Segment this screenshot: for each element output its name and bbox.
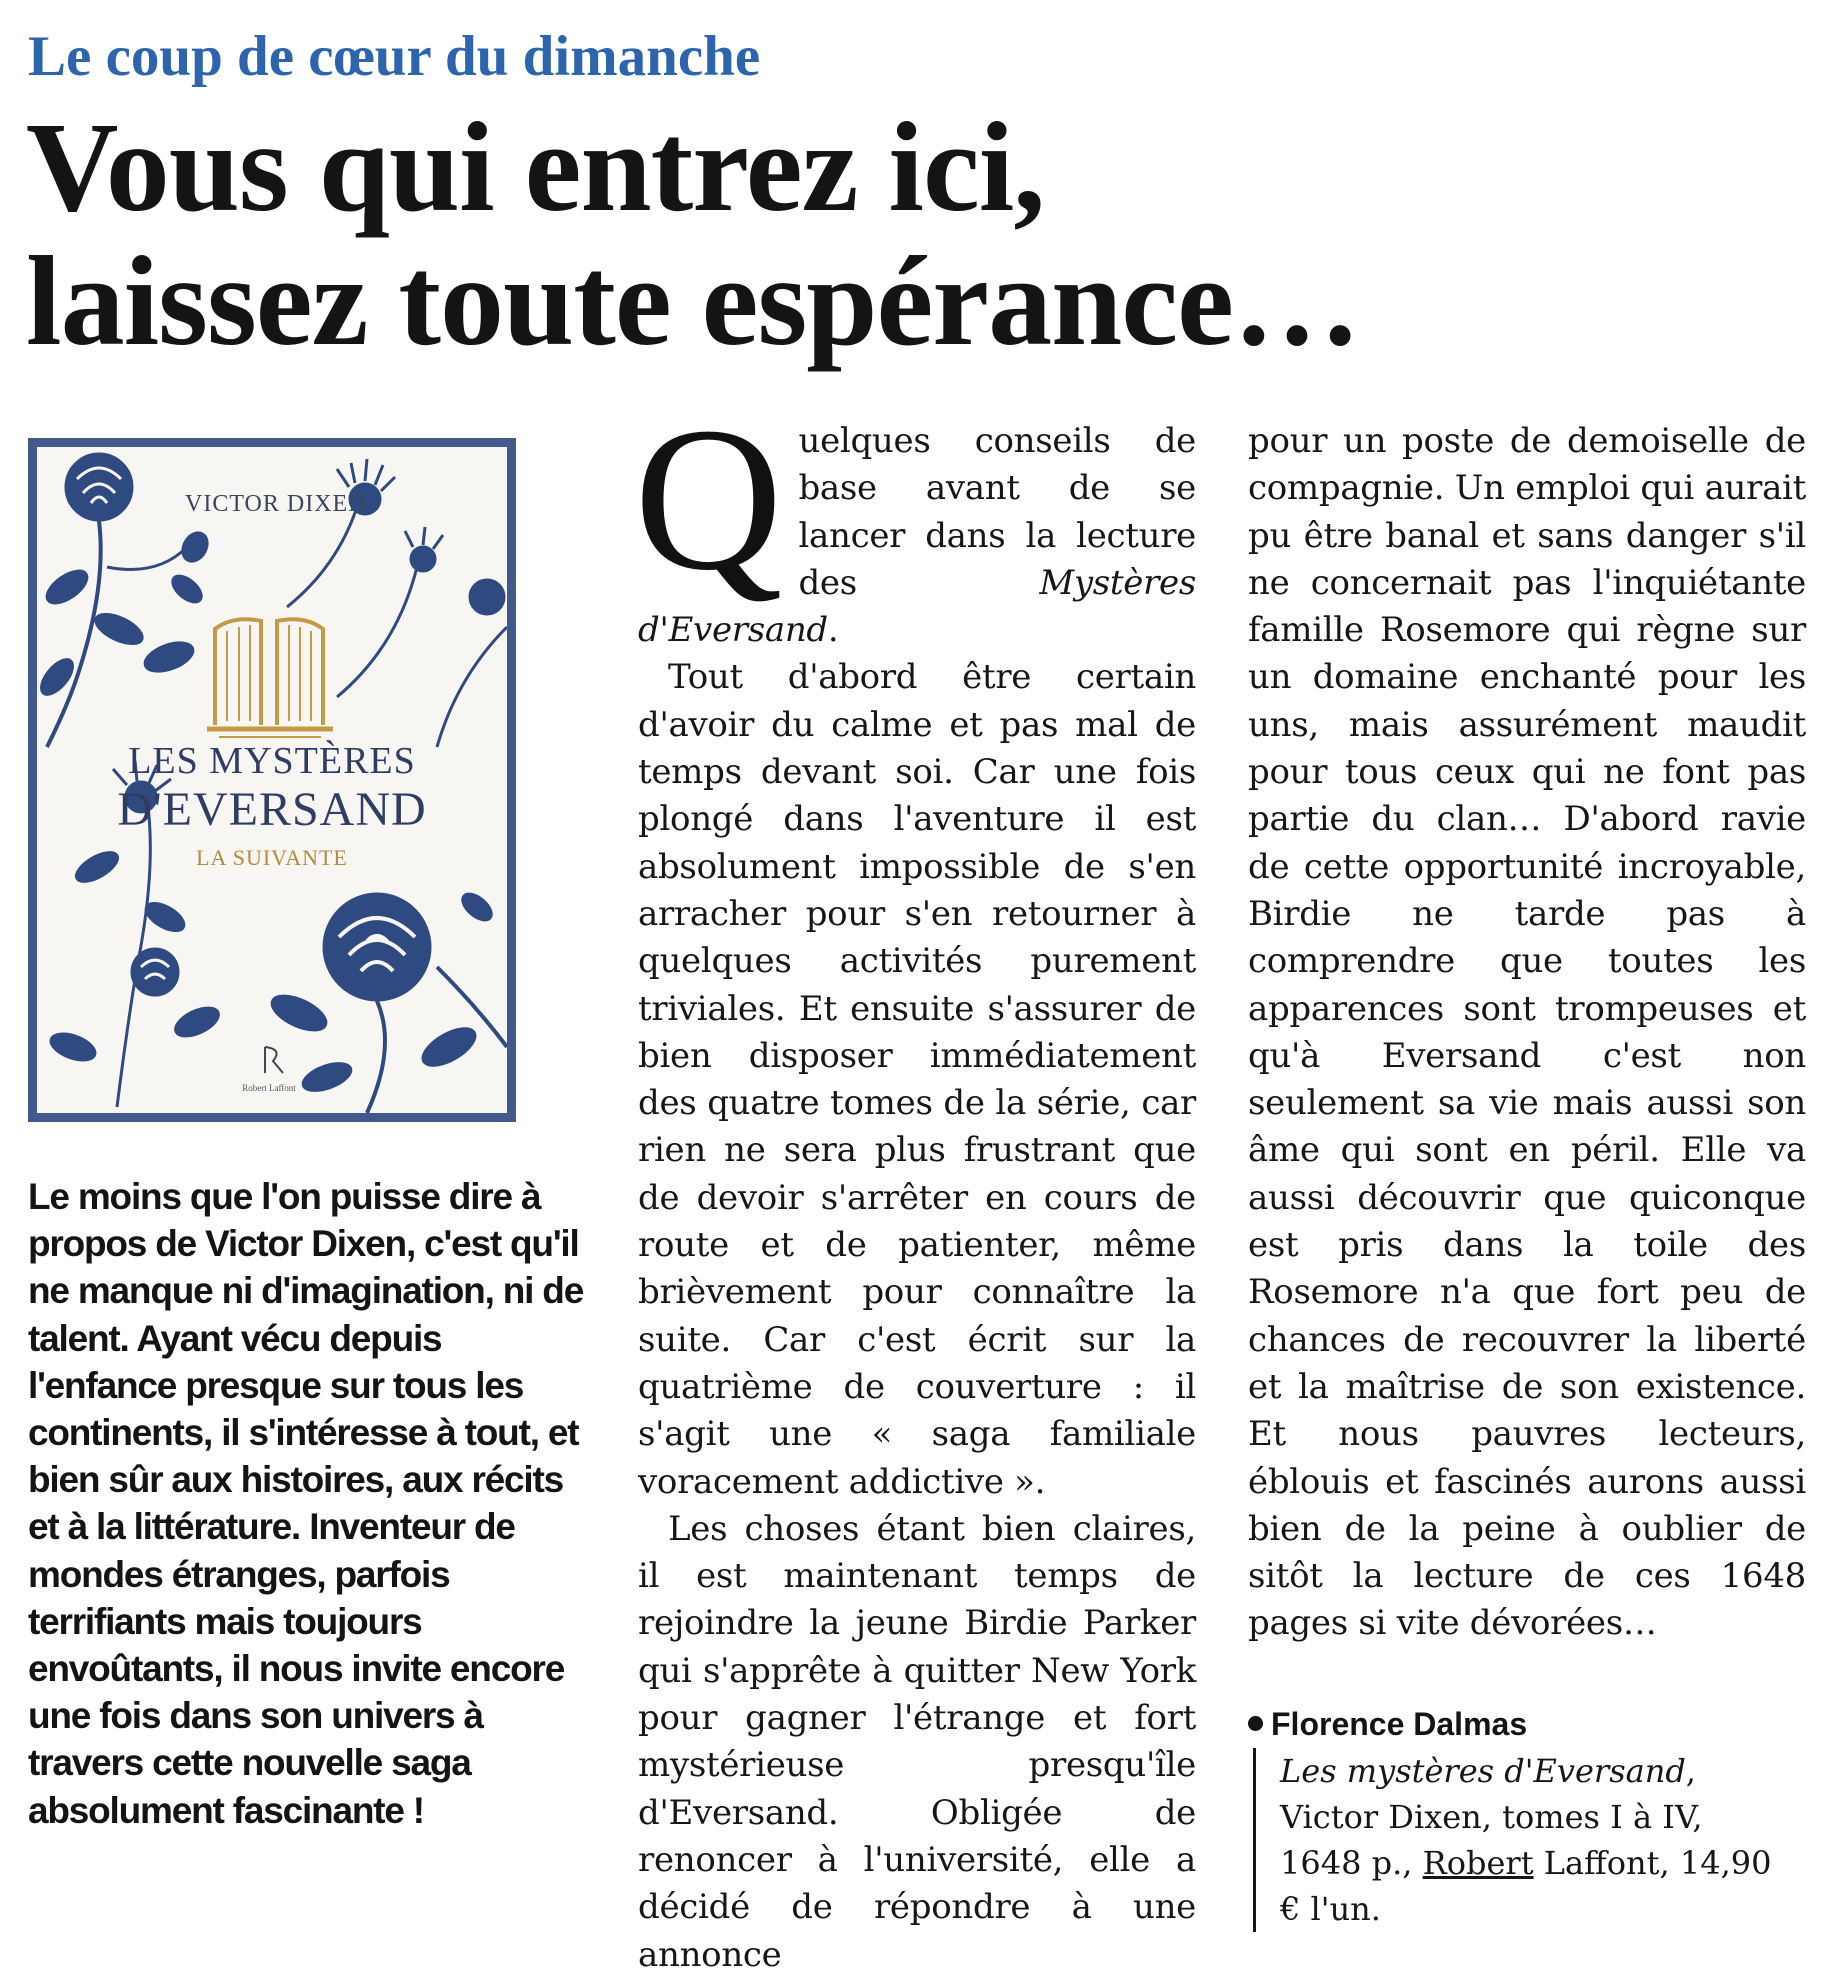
author-byline: [1248, 1706, 1527, 1743]
book-cover: [28, 438, 516, 1122]
cover-title-line-1: LES MYSTÈRES: [128, 740, 416, 782]
book-reference: [1253, 1748, 1793, 1932]
lead-paragraph: Le moins que l'on puisse dire à propos de Victor Dixen, c'est qu'il ne manque ni d'imagination, ni de talent. Ayant vécu depuis l'enfance presque sur tous les continents, il s'intéresse à tout, et bien sûr aux histoires, aux récits et à la littérature. Inventeur de mondes étranges, parfois terrifiants mais toujours envoûtants, il nous invite encore une fois dans son univers à travers cette nouvelle saga absolument fascinante !: [28, 1176, 584, 1831]
leaf-icon: [37, 563, 207, 701]
cover-subtitle: LA SUIVANTE: [196, 845, 348, 870]
article-paragraph-4: pour un poste de demoiselle de compagnie. Un emploi qui aurait pu être banal et sans danger s'il ne concernait pas l'inquiétante famille Rosemore qui règne sur un domaine enchanté pour les uns, mais assurément maudit pour tous ceux qui ne font pas partie du clan… D'abord ravie de cette opportunité incroyable, Birdie ne tarde pas à comprendre que toutes les apparences sont trompeuses et qu'à Eversand c'est non seulement sa vie mais aussi son âme qui sont en péril. Elle va aussi découvrir que quiconque est pris dans la toile des Rosemore n'a que fort peu de chances de recouvrer la liberté et la maîtrise de son existence. Et nous pauvres lecteurs, éblouis et fascinés aurons aussi bien de la peine à oublier de sitôt la lecture de ces 1648 pages si vite dévorées…: [1248, 421, 1806, 1644]
article-column-middle: [634, 384, 1196, 1979]
bookref-title: Les mystères d'Eversand: [1280, 1752, 1686, 1790]
drop-cap: Q: [634, 384, 783, 613]
bookref-details: , Victor Dixen, tomes I à IV, 1648 p.,: [1280, 1752, 1703, 1882]
cover-author: VICTOR DIXEN: [185, 491, 367, 517]
article-paragraph-2: Tout d'abord être certain d'avoir du calme et pas mal de temps devant soi. Car une fois plongé dans l'aventure il est absolument impossible de s'en arracher pour s'en retourner à quelques activités purement triviales. Et ensuite s'assurer de bien disposer immédiatement des quatre tomes de la série, car rien ne sera plus frustrant que de devoir s'arrêter en cours de route et de patienter, même brièvement pour connaître la suite. Car c'est écrit sur la quatrième de couverture : il s'agit une « saga familiale voracement addictive ».: [638, 657, 1196, 1502]
cover-title-line-2: D'EVERSAND: [117, 783, 427, 836]
cover-publisher: Robert Laffont: [242, 1083, 296, 1093]
headline-line-2: laissez toute espérance…: [26, 230, 1360, 372]
byline-name: Florence Dalmas: [1271, 1706, 1528, 1742]
gate-icon: [207, 619, 333, 737]
article-column-right: [1248, 418, 1806, 1648]
bookref-price: Laffont, 14,90 € l'un.: [1280, 1844, 1772, 1928]
paragraph-1-end: .: [827, 610, 839, 651]
article-paragraph-3: Les choses étant bien claires, il est maintenant temps de rejoindre la jeune Birdie Parker qui s'apprête à quitter New York pour gagner l'étrange et fort mystérieuse presqu'île d'Eversand. Obligée de renoncer à l'université, elle a décidé de répondre à une annonce: [638, 1508, 1196, 1975]
bullet-icon: [1248, 1716, 1263, 1731]
article-paragraph-1: [634, 384, 1196, 654]
paragraph-1-text: uelques conseils de base avant de se lancer dans la lecture des: [798, 421, 1196, 603]
headline: [26, 96, 1360, 372]
paragraph-1-book-title: Mystères d'Eversand: [638, 562, 1196, 651]
headline-line-1: Vous qui entrez ici,: [26, 96, 1045, 238]
bookref-publisher: Robert: [1422, 1844, 1534, 1882]
cover-title: [37, 739, 507, 837]
section-kicker: Le coup de cœur du dimanche: [28, 25, 761, 88]
